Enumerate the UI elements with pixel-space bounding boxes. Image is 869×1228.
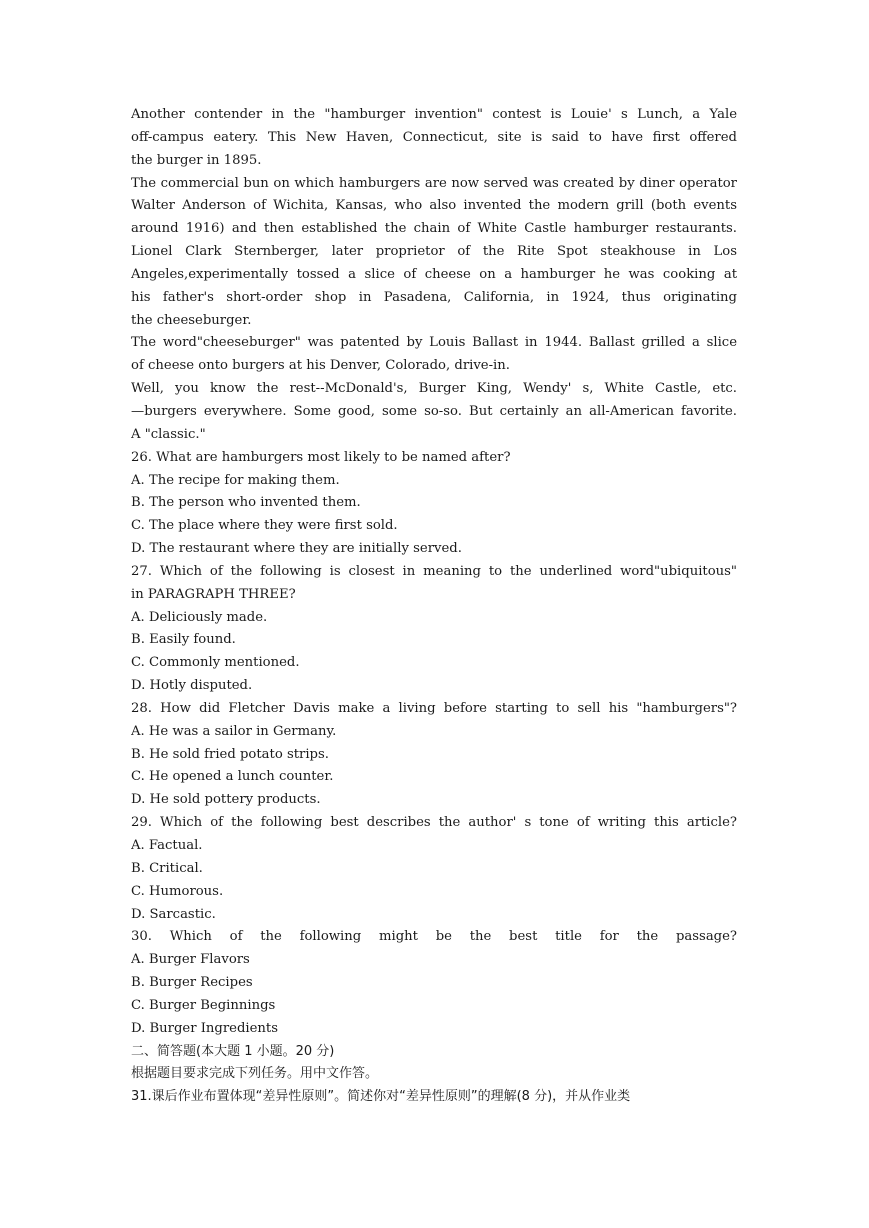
text-line: Another contender in the "hamburger invention" contest is Louie' s Lunch, a Yale — [131, 107, 737, 122]
text-line: off-campus eatery. This New Haven, Connecticut, site is said to have first offered — [131, 129, 737, 145]
passage-paragraph — [131, 241, 737, 332]
question-27 — [131, 561, 737, 698]
document-page — [131, 104, 737, 1109]
passage-paragraph — [131, 173, 737, 242]
question-29 — [131, 812, 737, 926]
answer-option: C. He opened a lunch counter. — [131, 769, 334, 785]
text-line: Angeles,experimentally tossed a slice of cheese on a hamburger he was cooking at — [131, 266, 737, 282]
text-line: A "classic." — [131, 426, 206, 442]
answer-option: C. Burger Beginnings — [131, 997, 276, 1013]
answer-option: C. Commonly mentioned. — [131, 655, 300, 671]
answer-option: B. The person who invented them. — [131, 495, 361, 511]
question-stem: 27. Which of the following is closest in meaning to the underlined word"ubiquitous" — [131, 563, 737, 579]
answer-option: A. Burger Flavors — [131, 952, 250, 968]
text-line: the cheeseburger. — [131, 312, 252, 328]
text-line: The commercial bun on which hamburgers are now served was created by diner operator — [131, 175, 737, 191]
section-instruction: 根据题目要求完成下列任务。用中文作答。 — [131, 1066, 379, 1082]
question-stem: 30. Which of the following might be the best title for the passage? — [131, 929, 737, 945]
passage-paragraph — [131, 378, 737, 447]
text-line: the burger in 1895. — [131, 152, 262, 168]
section-heading: 二、简答题(本大题 1 小题。20 分) — [131, 1043, 335, 1059]
passage-paragraph — [131, 104, 737, 173]
answer-option: B. Critical. — [131, 860, 203, 876]
answer-option: D. Hotly disputed. — [131, 678, 253, 694]
question-stem: 29. Which of the following best describes the author' s tone of writing this article? — [131, 815, 737, 831]
answer-option: B. Burger Recipes — [131, 975, 253, 991]
passage-paragraph — [131, 332, 737, 378]
answer-option: C. Humorous. — [131, 883, 224, 899]
text-line: —burgers everywhere. Some good, some so-so. But certainly an all-American favorite. — [131, 403, 737, 419]
answer-option: D. The restaurant where they are initially served. — [131, 541, 462, 557]
answer-option: A. Factual. — [131, 838, 203, 853]
answer-option: D. Sarcastic. — [131, 906, 216, 922]
text-line: Well, you know the rest--McDonald's, Burger King, Wendy' s, White Castle, etc. — [131, 381, 737, 397]
question-28 — [131, 698, 737, 812]
question-26 — [131, 447, 737, 561]
text-line: Walter Anderson of Wichita, Kansas, who also invented the modern grill (both events — [131, 198, 737, 214]
answer-option: D. He sold pottery products. — [131, 792, 321, 808]
question-stem: in PARAGRAPH THREE? — [131, 586, 296, 602]
answer-option: B. He sold fried potato strips. — [131, 746, 329, 762]
answer-option: A. The recipe for making them. — [131, 472, 340, 488]
text-line: The word"cheeseburger" was patented by Louis Ballast in 1944. Ballast grilled a slice — [131, 335, 737, 351]
answer-option: D. Burger Ingredients — [131, 1020, 278, 1036]
text-line: his father's short-order shop in Pasadena, California, in 1924, thus originating — [131, 289, 737, 305]
text-line: Lionel Clark Sternberger, later proprietor of the Rite Spot steakhouse in Los — [131, 244, 737, 260]
question-stem: 28. How did Fletcher Davis make a living before starting to sell his "hamburgers"? — [131, 700, 737, 716]
answer-option: A. Deliciously made. — [131, 609, 268, 625]
text-line: around 1916) and then established the chain of White Castle hamburger restaurants. — [131, 221, 737, 237]
question-31: 31.课后作业布置体现“差异性原则”。简述你对“差异性原则”的理解(8 分)，并从作业类 — [131, 1089, 631, 1105]
answer-option: A. He was a sailor in Germany. — [131, 723, 337, 739]
answer-option: C. The place where they were first sold. — [131, 518, 398, 534]
question-stem: 26. What are hamburgers most likely to be named after? — [131, 449, 511, 465]
section-short-answer — [131, 1041, 737, 1110]
text-line: of cheese onto burgers at his Denver, Colorado, drive-in. — [131, 358, 510, 374]
answer-option: B. Easily found. — [131, 632, 236, 648]
question-30 — [131, 926, 737, 1040]
